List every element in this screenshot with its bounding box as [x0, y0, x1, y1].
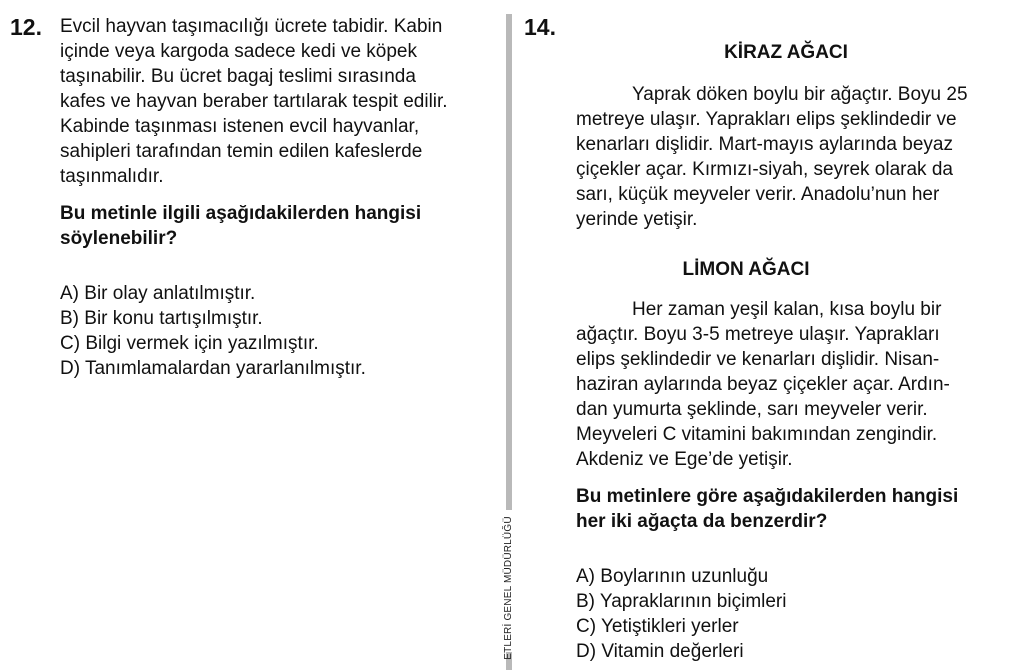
q14-para2-line-1: Her zaman yeşil kalan, kısa boylu bir — [632, 299, 942, 320]
q12-question-line-2: söylenebilir? — [60, 228, 178, 249]
q14-para1-line-1: Yaprak döken boylu bir ağaçtır. Boyu 25 — [632, 84, 968, 105]
q14-para1-line-6: yerinde yetişir. — [576, 209, 698, 230]
q12-text-line-4: kafes ve hayvan beraber tartılarak tespit edilir. — [60, 91, 448, 112]
question-14-number: 14. — [524, 14, 556, 40]
q14-question-line-1: Bu metinlere göre aşağıdakilerden hangisi — [576, 486, 959, 507]
column-divider — [506, 14, 512, 510]
q12-option-b[interactable]: B) Bir konu tartışılmıştır. — [60, 308, 263, 329]
q14-para1-line-5: sarı, küçük meyveler verir. Anadolu’nun her — [576, 184, 940, 205]
q14-question-line-2: her iki ağaçta da benzerdir? — [576, 511, 828, 532]
q12-text-line-3: taşınabilir. Bu ücret bagaj teslimi sırasında — [60, 66, 416, 87]
q14-para2-line-7: Akdeniz ve Ege’de yetişir. — [576, 449, 793, 470]
q12-text-line-2: içinde veya kargoda sadece kedi ve köpek — [60, 41, 418, 62]
q12-option-c[interactable]: C) Bilgi vermek için yazılmıştır. — [60, 333, 319, 354]
q14-para2-line-3: elips şeklindedir ve kenarları dişlidir. Nisan- — [576, 349, 940, 370]
q12-question-line-1: Bu metinle ilgili aşağıdakilerden hangisi — [60, 203, 422, 224]
q14-option-d[interactable]: D) Vitamin değerleri — [576, 641, 744, 662]
q12-option-a[interactable]: A) Bir olay anlatılmıştır. — [60, 283, 256, 304]
q12-text-line-1: Evcil hayvan taşımacılığı ücrete tabidir. Kabin — [60, 16, 443, 37]
q14-para1-line-3: kenarları dişlidir. Mart-mayıs aylarında beyaz — [576, 134, 953, 155]
q14-para1-line-4: çiçekler açar. Kırmızı-siyah, seyrek olarak da — [576, 159, 953, 180]
q14-option-c[interactable]: C) Yetiştikleri yerler — [576, 616, 739, 637]
q14-title-limon: LİMON AĞACI — [682, 259, 810, 280]
q12-text-line-7: taşınmalıdır. — [60, 166, 164, 187]
q14-para2-line-6: Meyveleri C vitamini bakımından zengindir. — [576, 424, 938, 445]
q14-option-a[interactable]: A) Boylarının uzunluğu — [576, 566, 769, 587]
q14-para2-line-4: haziran aylarında beyaz çiçekler açar. Ardın- — [576, 374, 950, 395]
q12-text-line-6: sahipleri tarafından temin edilen kafeslerde — [60, 141, 423, 162]
q14-para2-line-5: dan yumurta şeklinde, sarı meyveler verir. — [576, 399, 928, 420]
q12-text-line-5: Kabinde taşınması istenen evcil hayvanlar, — [60, 116, 420, 137]
watermark-text: ETLERİ GENEL MÜDÜRLÜĞÜ — [503, 516, 514, 660]
q14-para2-line-2: ağaçtır. Boyu 3-5 metreye ulaşır. Yaprakları — [576, 324, 940, 345]
question-12-number: 12. — [10, 14, 42, 40]
q12-option-d[interactable]: D) Tanımlamalardan yararlanılmıştır. — [60, 358, 366, 379]
q14-title-kiraz: KİRAZ AĞACI — [724, 42, 848, 63]
q14-para1-line-2: metreye ulaşır. Yaprakları elips şeklindedir ve — [576, 109, 957, 130]
q14-option-b[interactable]: B) Yapraklarının biçimleri — [576, 591, 787, 612]
